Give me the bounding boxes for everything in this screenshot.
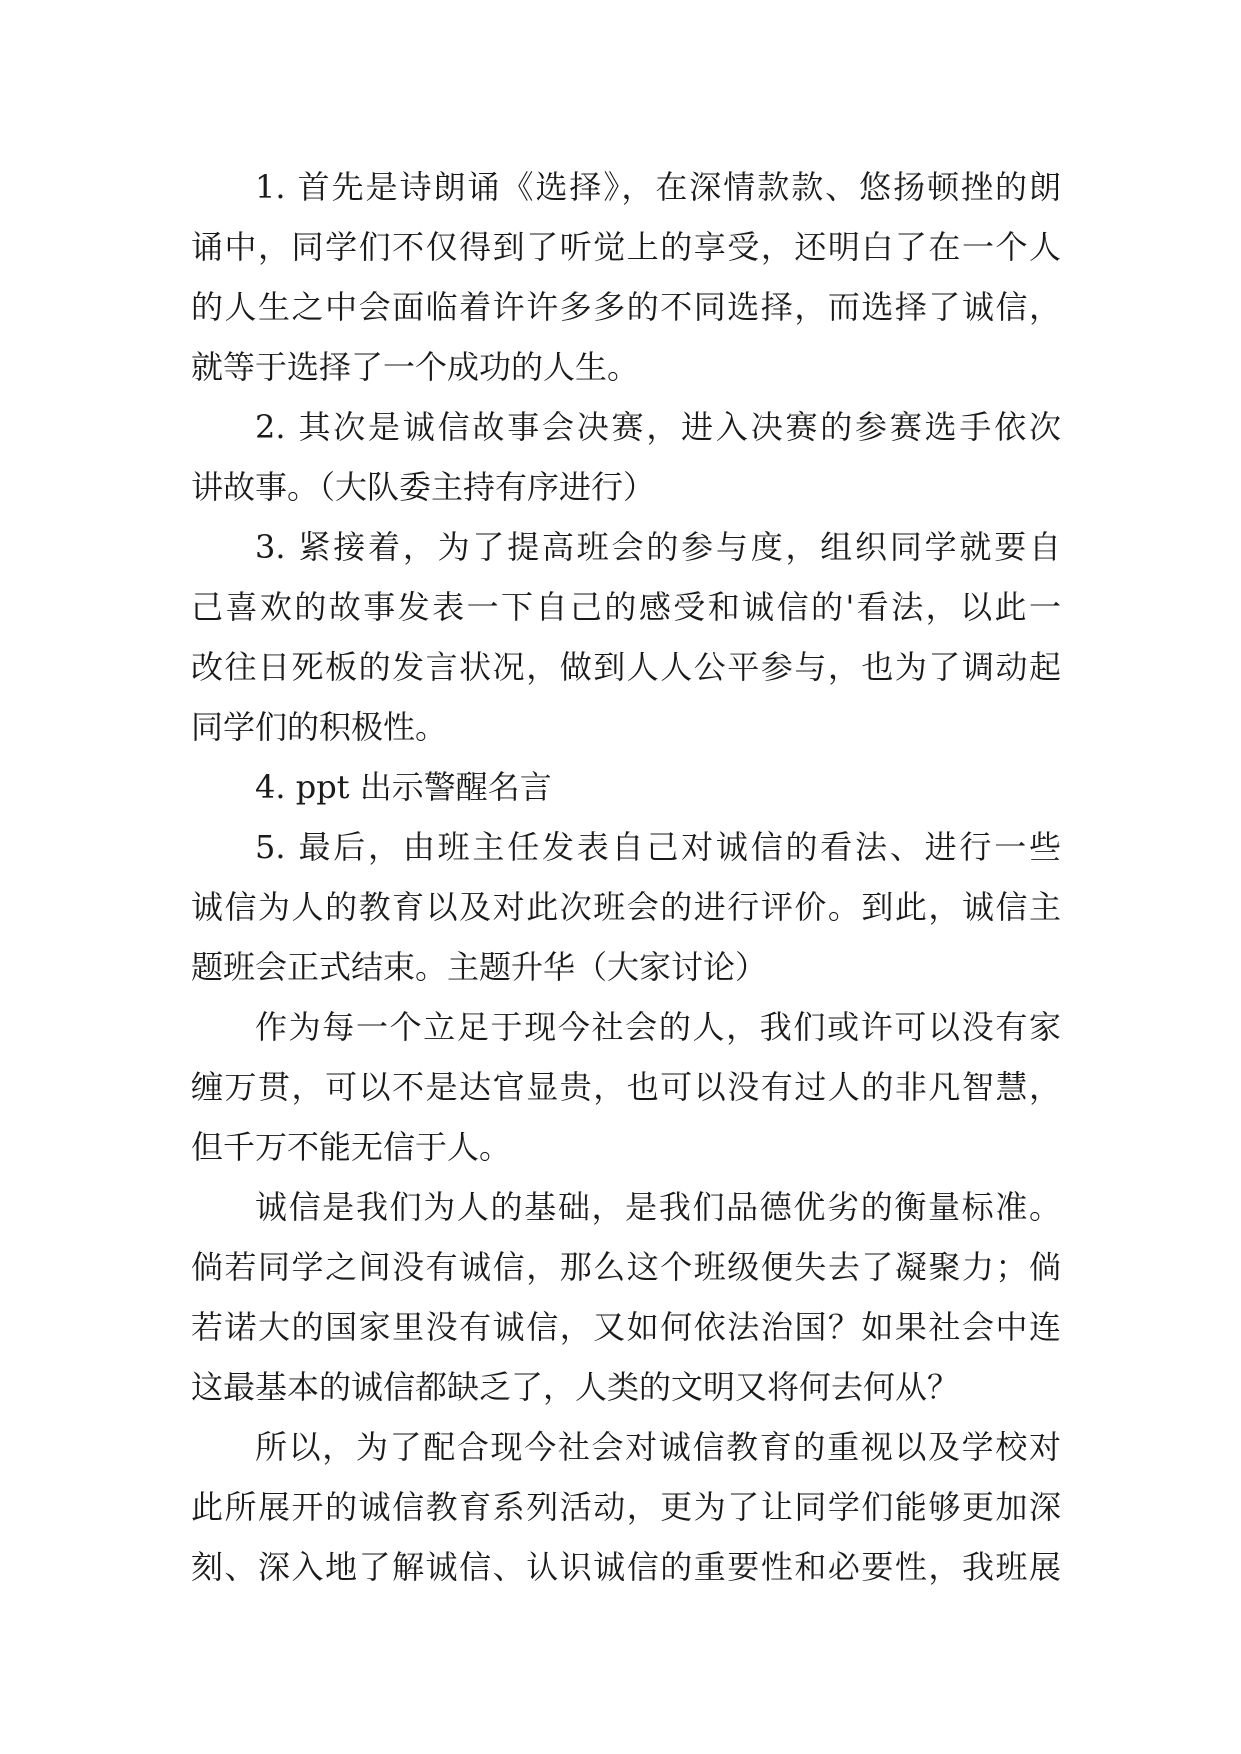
text-line: 3. 紧接着，为了提高班会的参与度，组织同学就要自 xyxy=(255,528,1061,566)
text-line: 刻、深入地了解诚信、认识诚信的重要性和必要性，我班展 xyxy=(191,1548,1061,1586)
text-line: 2. 其次是诚信故事会决赛，进入决赛的参赛选手依次 xyxy=(255,408,1061,446)
text-line: 诵中，同学们不仅得到了听觉上的享受，还明白了在一个人 xyxy=(191,228,1061,266)
text-line: 己喜欢的故事发表一下自己的感受和诚信的'看法，以此一 xyxy=(191,588,1061,626)
text-line: 就等于选择了一个成功的人生。 xyxy=(191,348,640,386)
text-line: 诚信为人的教育以及对此次班会的进行评价。到此，诚信主 xyxy=(191,888,1061,926)
text-line: 同学们的积极性。 xyxy=(191,708,448,746)
text-line: 改往日死板的发言状况，做到人人公平参与，也为了调动起 xyxy=(191,648,1061,686)
text-line: 5. 最后，由班主任发表自己对诚信的看法、进行一些 xyxy=(255,828,1061,866)
text-line: 4. ppt 出示警醒名言 xyxy=(255,768,552,806)
text-line: 诚信是我们为人的基础，是我们品德优劣的衡量标准。 xyxy=(255,1188,1061,1226)
text-line: 讲故事。（大队委主持有序进行） xyxy=(191,468,656,506)
text-line: 所以，为了配合现今社会对诚信教育的重视以及学校对 xyxy=(255,1428,1061,1466)
text-line: 倘若同学之间没有诚信，那么这个班级便失去了凝聚力；倘 xyxy=(191,1248,1061,1286)
text-line: 此所展开的诚信教育系列活动，更为了让同学们能够更加深 xyxy=(191,1488,1061,1526)
text-line: 的人生之中会面临着许许多多的不同选择，而选择了诚信， xyxy=(191,288,1061,326)
text-line: 题班会正式结束。主题升华（大家讨论） xyxy=(191,948,768,986)
text-line: 但千万不能无信于人。 xyxy=(191,1128,512,1166)
text-line: 若诺大的国家里没有诚信，又如何依法治国？如果社会中连 xyxy=(191,1308,1061,1346)
text-line: 1. 首先是诗朗诵《选择》，在深情款款、悠扬顿挫的朗 xyxy=(255,168,1061,206)
body-text xyxy=(191,157,1061,1597)
text-line: 缠万贯，可以不是达官显贵，也可以没有过人的非凡智慧， xyxy=(191,1068,1061,1106)
text-line: 作为每一个立足于现今社会的人，我们或许可以没有家 xyxy=(255,1008,1061,1046)
text-line: 这最基本的诚信都缺乏了，人类的文明又将何去何从？ xyxy=(191,1368,960,1406)
